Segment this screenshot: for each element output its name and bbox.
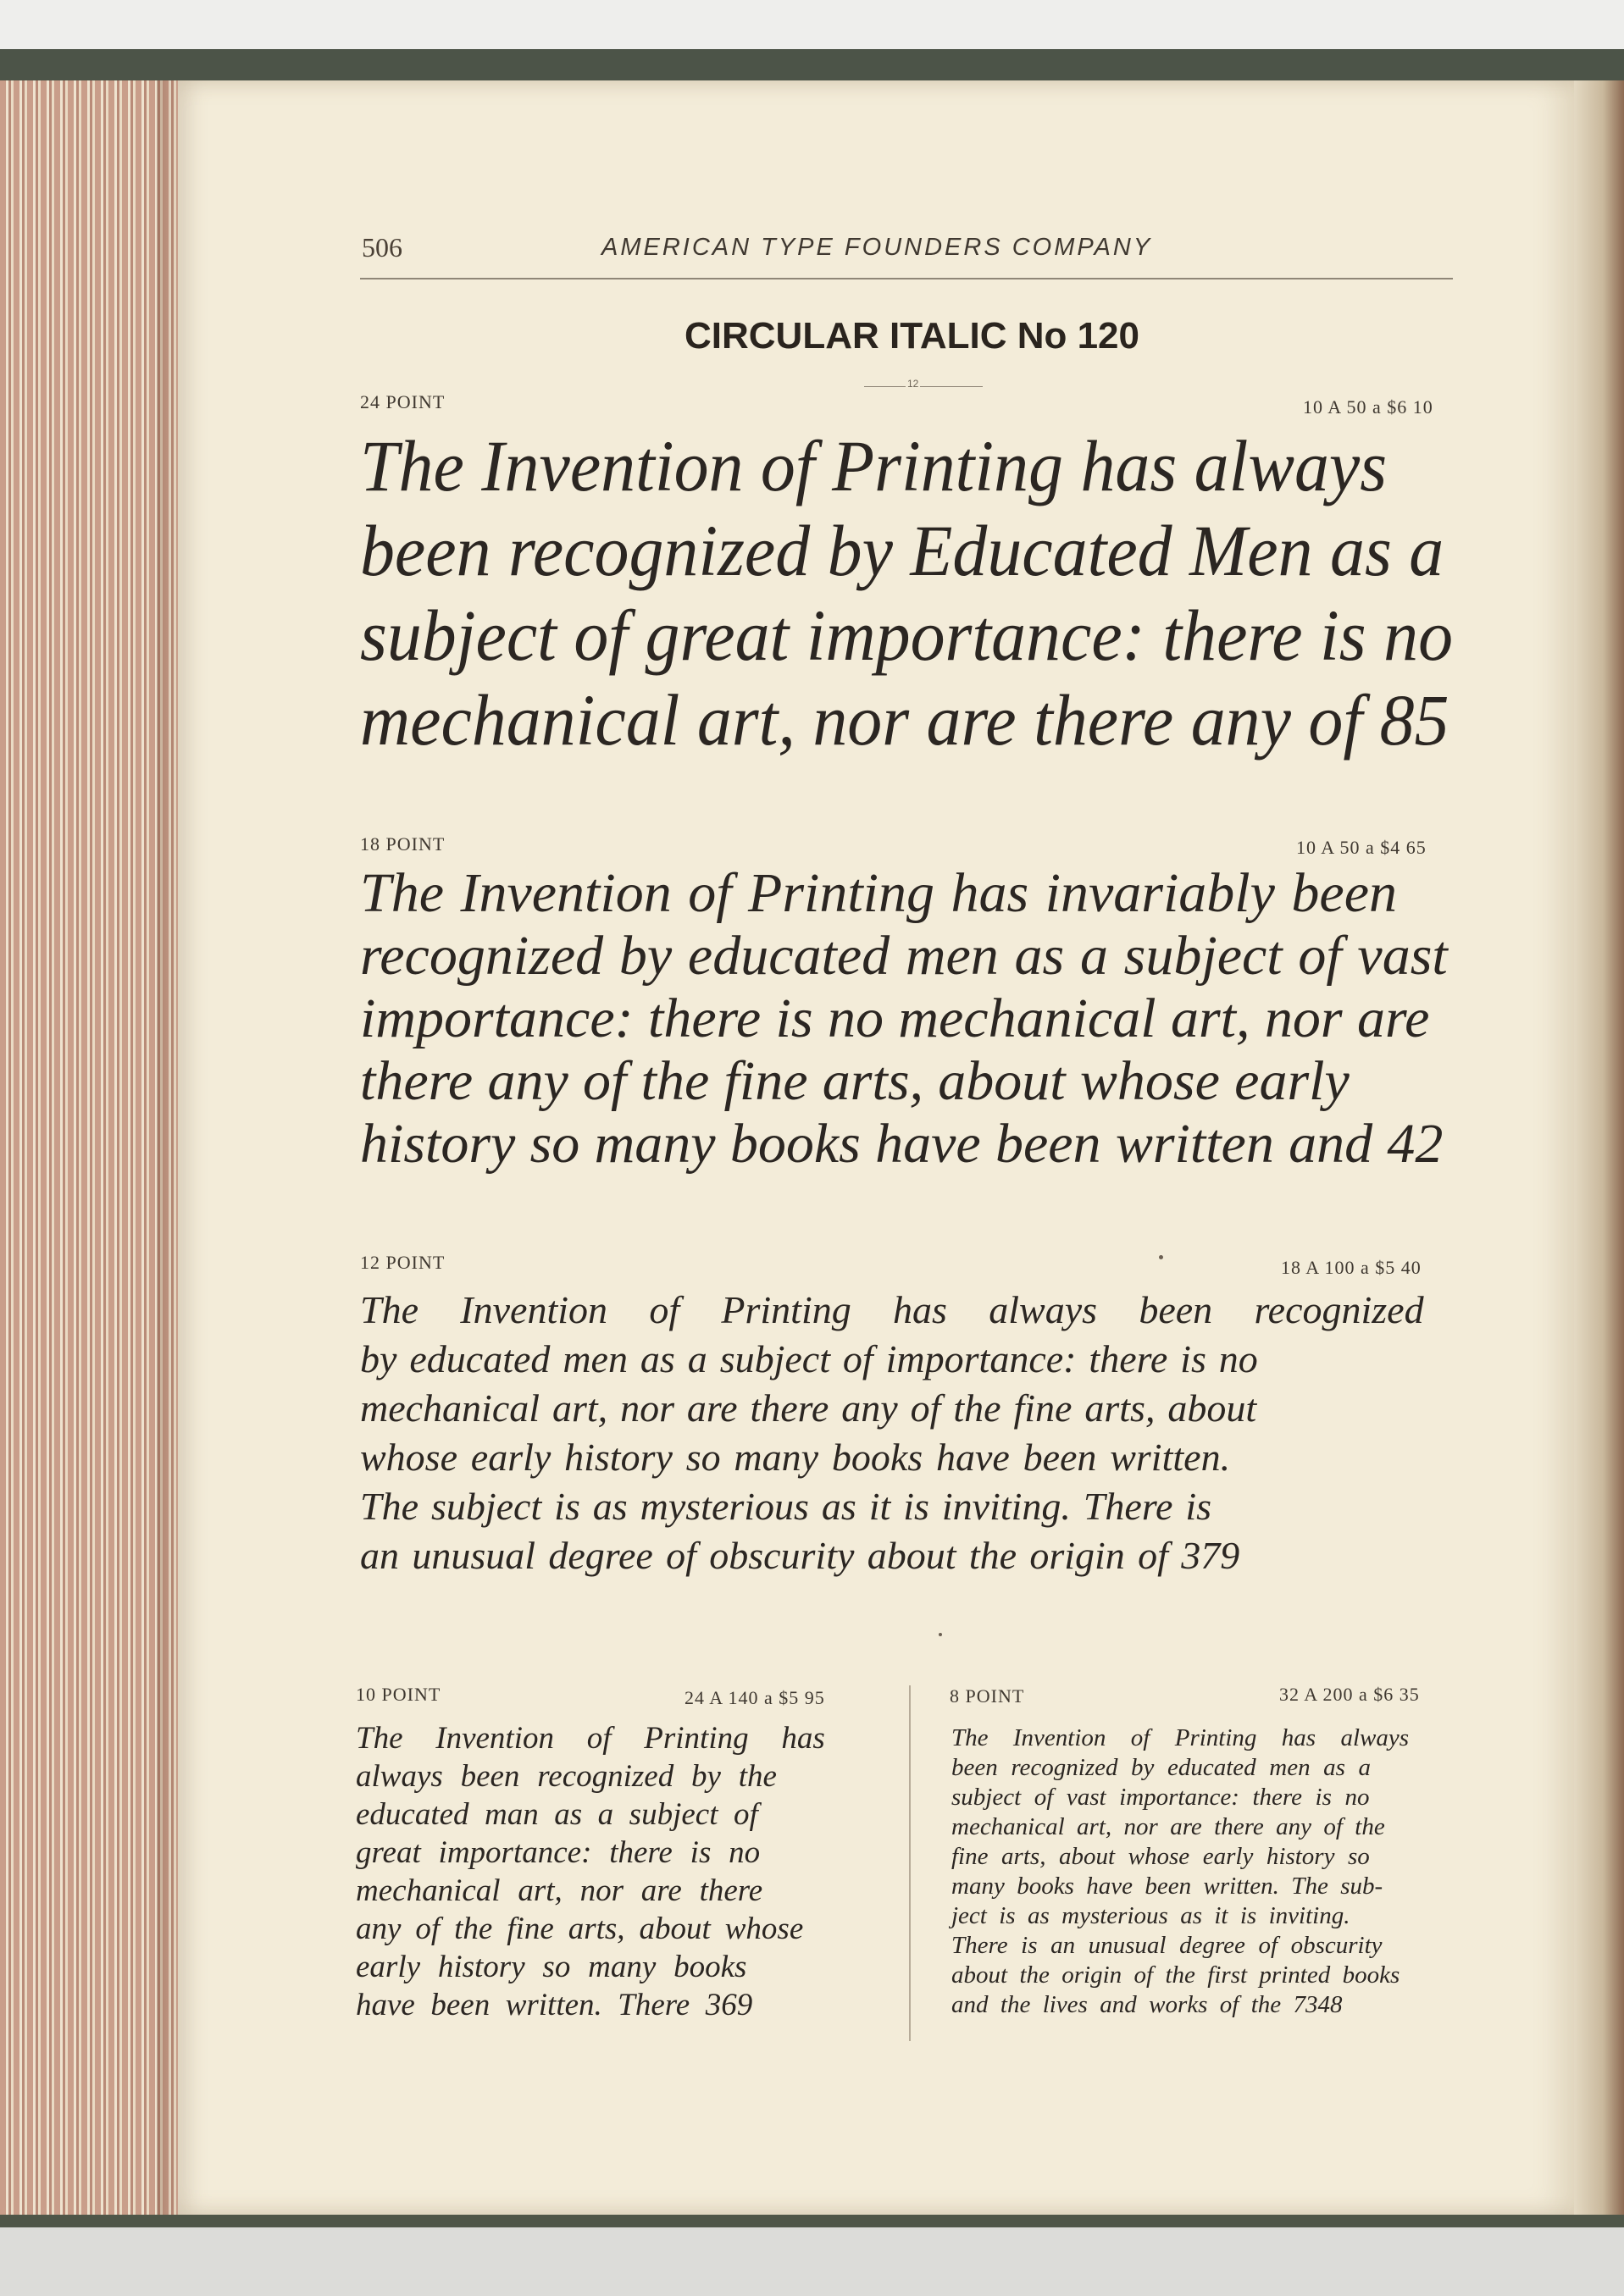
specimen-line: and the lives and works of the 7348 (951, 1991, 1343, 2018)
specimen-line: by educated men as a subject of importance: there is no (360, 1337, 1258, 1380)
specimen-8-point (951, 1723, 1409, 2020)
size-label-12: 12 POINT (360, 1252, 446, 1273)
size-label-8: 8 POINT (950, 1685, 1025, 1707)
specimen-line: The Invention of Printing has always (951, 1724, 1410, 1751)
page-fold-shadow (157, 80, 178, 2215)
specimen-line: history so many books have been written and 42 (360, 1113, 1444, 1175)
backdrop-top (0, 0, 1624, 53)
page-number: 506 (362, 232, 402, 263)
specimen-line: there any of the fine arts, about whose early (360, 1050, 1350, 1112)
page-edges (0, 80, 178, 2215)
specimen-line: The subject is as mysterious as it is inviting. There is (360, 1485, 1212, 1528)
column-divider (909, 1685, 911, 2041)
page-title: CIRCULAR ITALIC No 120 (685, 315, 1139, 357)
specimen-line: ject is as mysterious as it is inviting. (951, 1902, 1350, 1929)
size-label-18: 18 POINT (360, 833, 446, 855)
specimen-line: about the origin of the first printed books (951, 1961, 1400, 1989)
specimen-line: The Invention of Printing has always (360, 425, 1388, 506)
size-label-24: 24 POINT (360, 391, 446, 412)
specimen-line: been recognized by educated men as a (951, 1754, 1372, 1781)
specimen-line: great importance: there is no (356, 1835, 761, 1870)
size-label-10: 10 POINT (356, 1684, 441, 1705)
specimen-line: educated man as a subject of (356, 1797, 758, 1832)
specimen-line: fine arts, about whose early history so (951, 1843, 1370, 1870)
specimen-line: an unusual degree of obscurity about the origin of 379 (360, 1534, 1240, 1577)
price-label-10: 24 A 140 a $5 95 (685, 1687, 825, 1708)
paper-speck (939, 1633, 942, 1636)
price-label-8: 32 A 200 a $6 35 (1279, 1684, 1420, 1705)
price-label-12: 18 A 100 a $5 40 (1281, 1257, 1422, 1278)
specimen-line: have been written. There 369 (356, 1988, 753, 2022)
specimen-line: subject of great importance: there is no (360, 595, 1453, 676)
specimen-line: The Invention of Printing has always been recognized (360, 1288, 1424, 1331)
specimen-line: early history so many books (356, 1950, 747, 1984)
specimen-line: The Invention of Printing has invariably been (360, 862, 1397, 924)
specimen-line: mechanical art, nor are there any of 85 (360, 679, 1449, 761)
specimen-line: There is an unusual degree of obscurity (951, 1932, 1383, 1959)
specimen-18-point (360, 862, 1448, 1176)
right-page-edge (1571, 80, 1624, 2215)
specimen-line: whose early history so many books have been written. (360, 1436, 1231, 1479)
price-label-18: 10 A 50 a $4 65 (1296, 837, 1427, 858)
backdrop-bottom (0, 2227, 1624, 2296)
price-label-24: 10 A 50 a $6 10 (1303, 396, 1433, 418)
specimen-line: recognized by educated men as a subject of vast (360, 925, 1448, 987)
specimen-line: always been recognized by the (356, 1759, 777, 1794)
specimen-line: any of the fine arts, about whose (356, 1911, 804, 1946)
title-rule-number: 12 (907, 378, 919, 390)
running-head: AMERICAN TYPE FOUNDERS COMPANY (601, 234, 1153, 261)
paper-speck (1159, 1255, 1163, 1259)
specimen-line: been recognized by Educated Men as a (360, 510, 1444, 591)
specimen-10-point (356, 1719, 825, 2024)
specimen-line: mechanical art, nor are there any of the (951, 1813, 1385, 1840)
specimen-line: importance: there is no mechanical art, nor are (360, 988, 1430, 1049)
specimen-line: The Invention of Printing has (356, 1721, 825, 1756)
header-rule (360, 278, 1453, 279)
specimen-line: subject of vast importance: there is no (951, 1784, 1370, 1811)
specimen-24-point (360, 423, 1508, 762)
title-rule (864, 386, 983, 387)
specimen-line: many books have been written. The sub- (951, 1873, 1383, 1900)
specimen-12-point (360, 1286, 1424, 1580)
specimen-line: mechanical art, nor are there (356, 1873, 763, 1908)
specimen-line: mechanical art, nor are there any of the fine arts, about (360, 1386, 1257, 1430)
book-cover-top (0, 49, 1624, 85)
